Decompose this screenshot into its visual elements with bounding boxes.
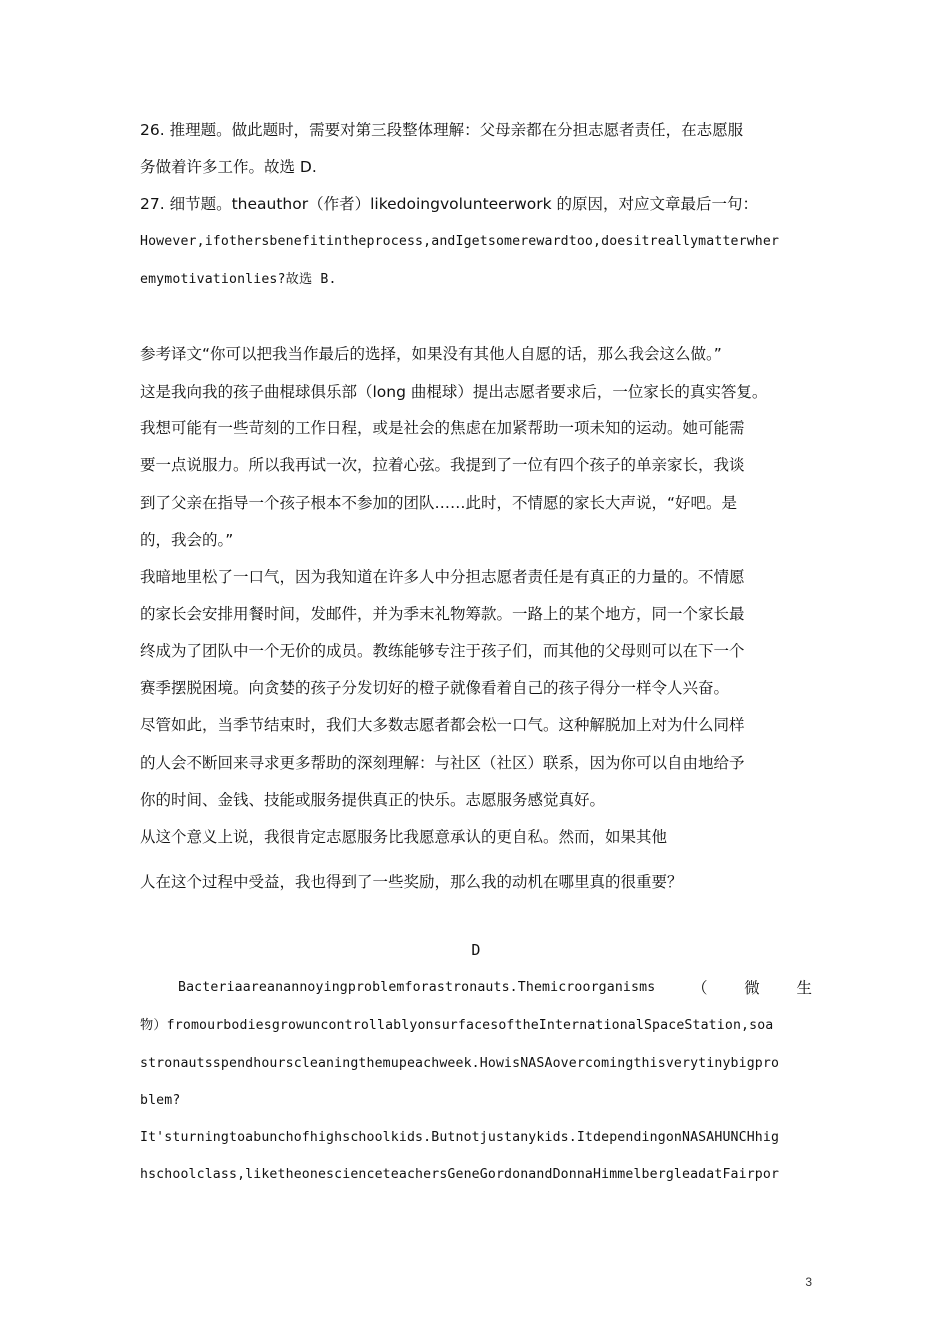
translation-line: 尽管如此，当季节结束时，我们大多数志愿者都会松一口气。这种解脱加上对为什么同样: [140, 716, 745, 734]
answer-27-line-2: However,ifothersbenefitintheprocess,andIgetsomerewardtoo,doesitreallymatterwher: [140, 234, 780, 249]
translation-line: 我暗地里松了一口气，因为我知道在许多人中分担志愿者责任是有真正的力量的。不情愿: [140, 568, 745, 586]
passage-d-line: [140, 978, 812, 998]
translation-line: 从这个意义上说，我很肯定志愿服务比我愿意承认的更自私。然而，如果其他: [140, 828, 668, 846]
passage-d-line: blem?: [140, 1093, 181, 1108]
translation-line: 人在这个过程中受益，我也得到了一些奖励，那么我的动机在哪里真的很重要？: [140, 873, 683, 891]
answer-26-line-1: 26. 推理题。做此题时，需要对第三段整体理解：父母亲都在分担志愿者责任，在志愿服: [140, 121, 744, 139]
translation-line: 参考译文“你可以把我当作最后的选择，如果没有其他人自愿的话，那么我会这么做。”: [140, 345, 722, 363]
translation-line: 你的时间、金钱、技能或服务提供真正的快乐。志愿服务感觉真好。: [140, 791, 606, 809]
passage-d-text: （: [692, 979, 708, 997]
section-heading: D: [471, 941, 481, 959]
translation-line: 这是我向我的孩子曲棍球俱乐部（long 曲棍球）提出志愿者要求后，一位家长的真实答复。: [140, 383, 768, 401]
page-number: 3: [805, 1275, 812, 1289]
passage-d-text: Bacteriaareanannoyingproblemforastronauts.Themicroorganisms: [178, 980, 656, 995]
passage-d-line: 物）fromourbodiesgrowuncontrollablyonsurfacesoftheInternationalSpaceStation,soa: [140, 1018, 774, 1033]
translation-line: 我想可能有一些苛刻的工作日程，或是社会的焦虑在加紧帮助一项未知的运动。她可能需: [140, 419, 745, 437]
translation-line: 的人会不断回来寻求更多帮助的深刻理解：与社区（社区）联系，因为你可以自由地给予: [140, 754, 745, 772]
answer-26-line-2: 务做着许多工作。故选 D.: [140, 158, 317, 176]
translation-line: 终成为了团队中一个无价的成员。教练能够专注于孩子们，而其他的父母则可以在下一个: [140, 642, 745, 660]
passage-d-line: It'sturningtoabunchofhighschoolkids.Butnotjustanykids.ItdependingonNASAHUNCHhig: [140, 1130, 780, 1145]
passage-d-text: 微: [744, 979, 760, 997]
translation-line: 的，我会的。”: [140, 531, 234, 549]
answer-27-line-1: 27. 细节题。theauthor（作者）likedoingvolunteerwork 的原因，对应文章最后一句：: [140, 195, 759, 213]
translation-line: 到了父亲在指导一个孩子根本不参加的团队……此时，不情愿的家长大声说，“好吧。是: [140, 494, 738, 512]
translation-line: 的家长会安排用餐时间，发邮件，并为季末礼物筹款。一路上的某个地方，同一个家长最: [140, 605, 745, 623]
translation-line: 赛季摆脱困境。向贪婪的孩子分发切好的橙子就像看着自己的孩子得分一样令人兴奋。: [140, 679, 730, 697]
passage-d-line: hschoolclass,liketheonescienceteachersGeneGordonandDonnaHimmelbergleadatFairpor: [140, 1167, 780, 1182]
answer-27-line-3: emymotivationlies?故选 B.: [140, 272, 337, 287]
passage-d-text: 生: [796, 979, 812, 997]
passage-d-line: stronautsspendhourscleaningthemupeachweek.HowisNASAovercomingthisverytinybigpro: [140, 1056, 780, 1071]
translation-line: 要一点说服力。所以我再试一次，拉着心弦。我提到了一位有四个孩子的单亲家长，我谈: [140, 456, 745, 474]
